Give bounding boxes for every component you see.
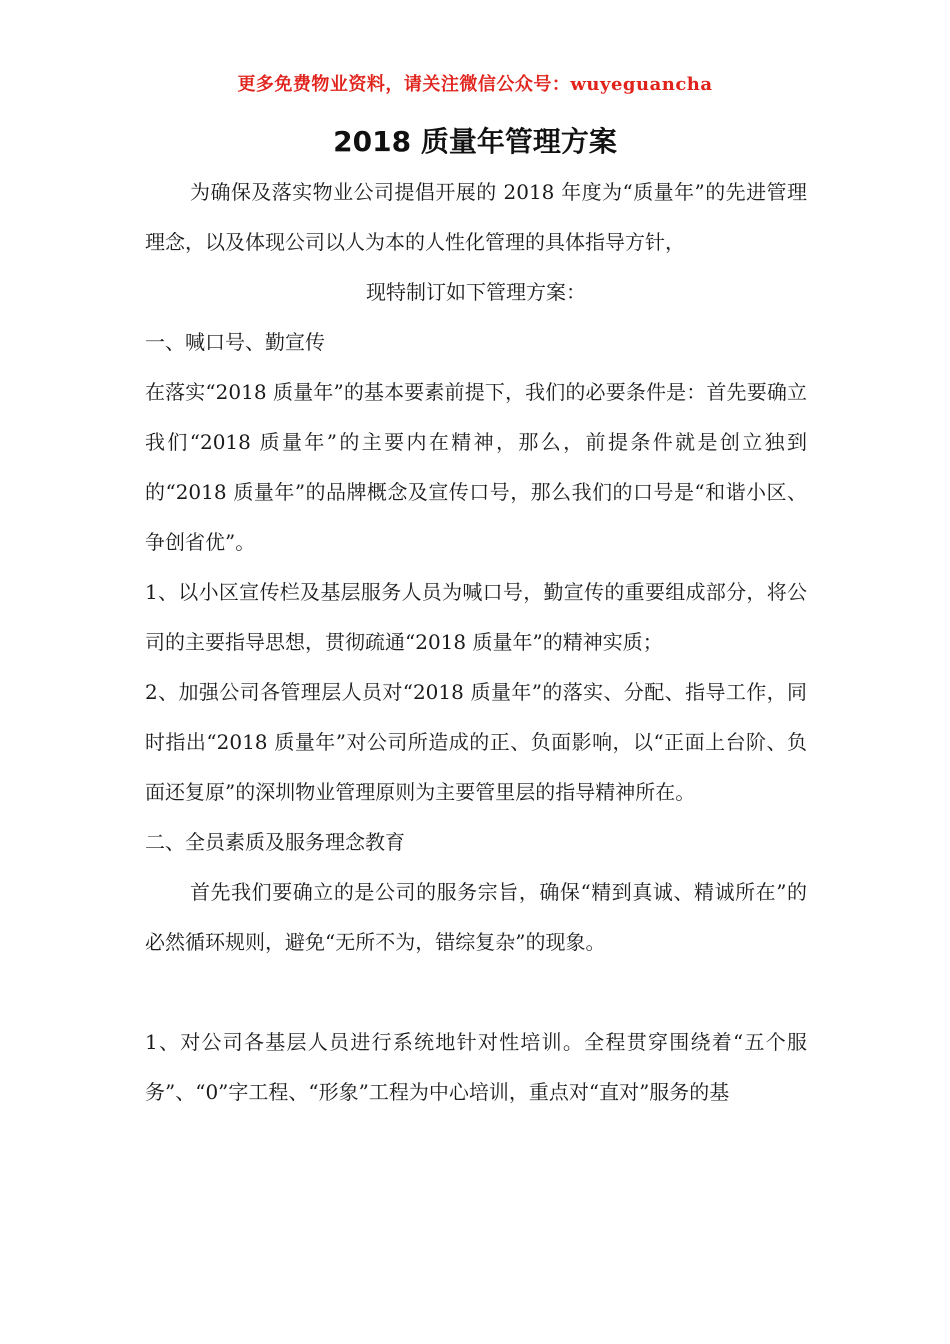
section1-paragraph: 在落实“2018 质量年”的基本要素前提下，我们的必要条件是：首先要确立我们“2018 质量年”的主要内在精神，那么，前提条件就是创立独到的“2018 质量年”的品牌概念及宣传口号，那么我们的口号是“和谐小区、争创省优”。 [145, 380, 807, 554]
section2-paragraph: 首先我们要确立的是公司的服务宗旨，确保“精到真诚、精诚所在”的必然循环规则，避免“无所不为，错综复杂”的现象。 [145, 880, 807, 954]
intro-center-line: 现特制订如下管理方案： [366, 280, 586, 304]
intro-paragraph: 为确保及落实物业公司提倡开展的 2018 年度为“质量年”的先进管理理念，以及体现公司以人为本的人性化管理的具体指导方针， [145, 180, 807, 254]
page-title: 2018 质量年管理方案 [333, 125, 617, 158]
blank-line [145, 967, 807, 1017]
section1-item-1: 1、以小区宣传栏及基层服务人员为喊口号，勤宣传的重要组成部分，将公司的主要指导思想，贯彻疏通“2018 质量年”的精神实质； [145, 580, 807, 654]
section1-item-2: 2、加强公司各管理层人员对“2018 质量年”的落实、分配、指导工作，同时指出“2018 质量年”对公司所造成的正、负面影响，以“正面上台阶、负面还复原”的深圳物业管理原则为主要管里层的指导精神所在。 [145, 680, 807, 804]
header-note: 更多免费物业资料，请关注微信公众号：wuyeguancha [237, 74, 713, 95]
section2-item-1: 1、对公司各基层人员进行系统地针对性培训。全程贯穿围绕着“五个服务”、“0”字工程、“形象”工程为中心培训，重点对“直对”服务的基 [145, 1030, 807, 1104]
section2-heading: 二、全员素质及服务理念教育 [145, 830, 405, 854]
document-body [145, 167, 807, 1117]
section1-heading: 一、喊口号、勤宣传 [145, 330, 325, 354]
